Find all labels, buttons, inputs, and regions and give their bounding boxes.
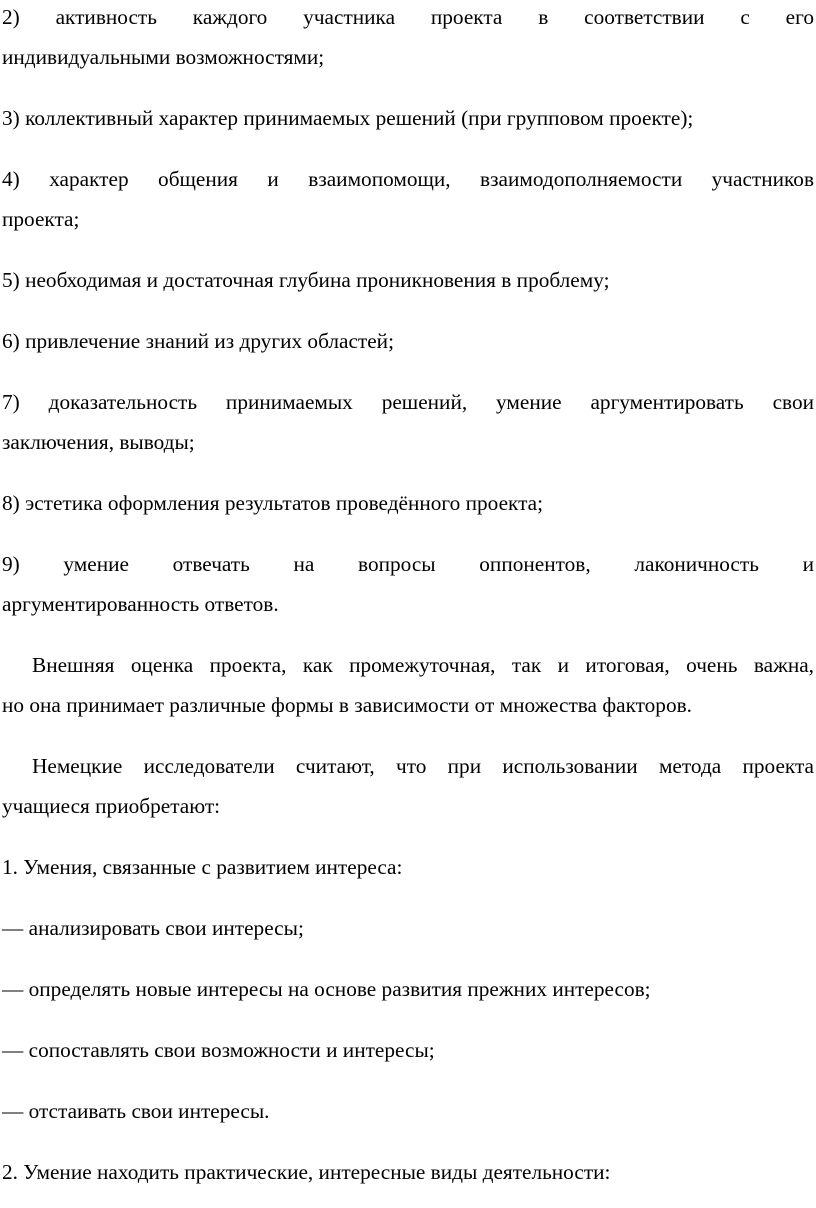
text-line: индивидуальными возможностями; — [2, 45, 325, 69]
paragraph-first-line: Немецкие исследователи считают, что при использовании метода проекта — [32, 754, 814, 778]
text-line: проекта; — [2, 207, 80, 231]
text-line: 7) доказательность принимаемых решений, умение аргументировать свои — [2, 390, 814, 414]
text-line: 6) привлечение знаний из других областей; — [2, 329, 394, 353]
text-line: 5) необходимая и достаточная глубина проникновения в проблему; — [2, 268, 610, 292]
list-item: — отстаивать свои интересы. — [2, 1099, 270, 1123]
text-line: 8) эстетика оформления результатов проведённого проекта; — [2, 491, 544, 515]
paragraph-first-line: Внешняя оценка проекта, как промежуточная, так и итоговая, очень важна, — [32, 653, 814, 677]
list-item: — сопоставлять свои возможности и интересы; — [2, 1038, 435, 1062]
text-line: но она принимает различные формы в зависимости от множества факторов. — [2, 693, 692, 717]
text-line: заключения, выводы; — [2, 430, 195, 454]
text-line: 4) характер общения и взаимопомощи, взаимодополняемости участников — [2, 167, 814, 191]
list-heading: 1. Умения, связанные с развитием интереса: — [2, 855, 403, 879]
list-item: — определять новые интересы на основе развития прежних интересов; — [2, 977, 651, 1001]
text-line: учащиеся приобретают: — [2, 794, 221, 818]
list-heading: 2. Умение находить практические, интересные виды деятельности: — [2, 1160, 611, 1184]
text-line: 9) умение отвечать на вопросы оппонентов, лаконичность и — [2, 552, 814, 576]
text-line: аргументированность ответов. — [2, 592, 279, 616]
list-item: — анализировать свои интересы; — [2, 916, 304, 940]
text-line: 2) активность каждого участника проекта в соответствии с его — [2, 5, 814, 29]
text-line: 3) коллективный характер принимаемых решений (при групповом проекте); — [2, 106, 694, 130]
